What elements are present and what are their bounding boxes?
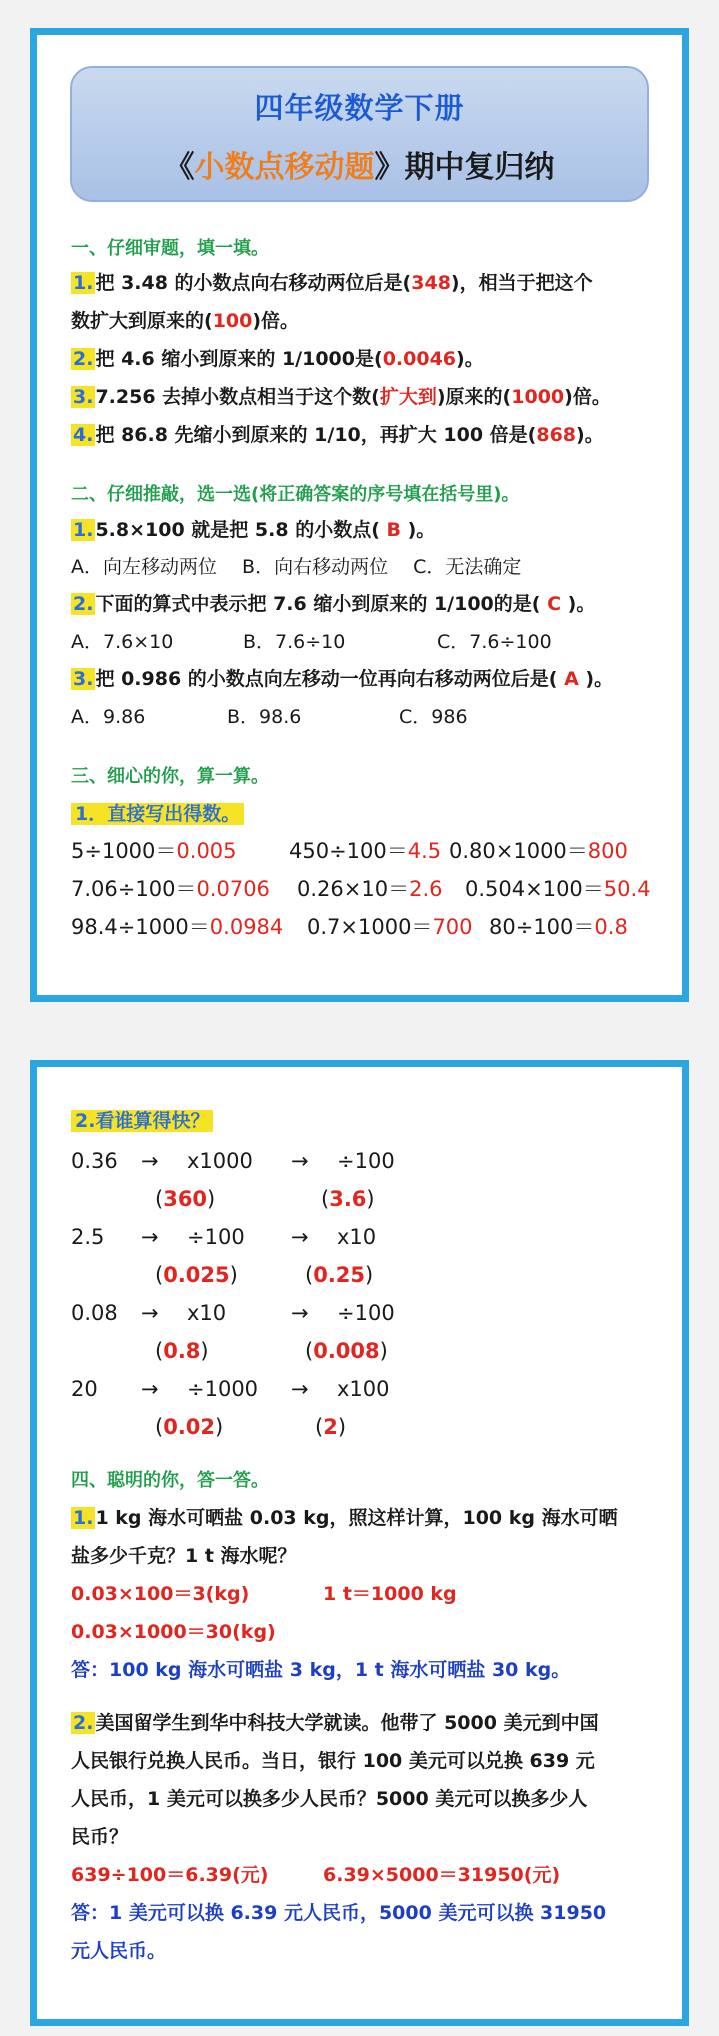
answer: 0.0046 bbox=[382, 348, 457, 370]
answer: A bbox=[557, 668, 586, 690]
s2-q1-options: A．向左移动两位 B．向右移动两位 C．无法确定 bbox=[71, 556, 522, 578]
chain-op: x1000 bbox=[187, 1149, 253, 1173]
s2-q2-option-b: B．7.6÷10 bbox=[243, 631, 346, 653]
arrow-icon: → bbox=[291, 1301, 309, 1325]
s4-q2-answer-line2: 元人民币。 bbox=[71, 1940, 167, 1962]
answer: 348 bbox=[411, 272, 451, 294]
chain-op: x10 bbox=[187, 1301, 227, 1325]
question-number: 3. bbox=[73, 386, 94, 408]
chain-op: ÷1000 bbox=[187, 1377, 259, 1401]
answer: C bbox=[540, 593, 568, 615]
s4-q2-line3: 人民币，1 美元可以换多少人民币？5000 美元可以换多少人 bbox=[71, 1788, 588, 1810]
chain-answer: (0.8) bbox=[155, 1339, 209, 1363]
chain-answer: (2) bbox=[315, 1415, 347, 1439]
card-bottom bbox=[30, 1060, 689, 2026]
s2-q3: 3. 把 0.986 的小数点向左移动一位再向右移动两位后是( A )。 bbox=[73, 668, 614, 690]
question-number: 1. bbox=[73, 272, 94, 294]
s3-sub2: 2.看谁算得快？ bbox=[71, 1107, 213, 1135]
calc-cell: 80÷100＝0.8 bbox=[489, 915, 628, 939]
question-number: 2. bbox=[73, 1712, 94, 1734]
chain-start: 2.5 bbox=[71, 1225, 105, 1249]
s2-q3-option-a: A．9.86 bbox=[71, 706, 146, 728]
question-number: 4. bbox=[73, 424, 94, 446]
s2-q3-option-b: B．98.6 bbox=[227, 706, 302, 728]
arrow-icon: → bbox=[141, 1377, 159, 1401]
calc-cell: 5÷1000＝0.005 bbox=[71, 839, 237, 863]
answer: 扩大到 bbox=[379, 386, 437, 408]
chain-op: x100 bbox=[337, 1377, 390, 1401]
chain-answer: (0.025) bbox=[155, 1263, 238, 1287]
calc-cell: 0.80×1000＝800 bbox=[449, 839, 628, 863]
s4-q2-line2: 人民银行兑换人民币。当日，银行 100 美元可以兑换 639 元 bbox=[71, 1750, 595, 1772]
answer: 100 bbox=[212, 310, 253, 332]
arrow-icon: → bbox=[291, 1377, 309, 1401]
chain-answer: (360) bbox=[155, 1187, 216, 1211]
answer: B bbox=[379, 519, 408, 541]
question-number: 2. bbox=[73, 593, 94, 615]
s4-q2-line1: 2. 美国留学生到华中科技大学就读。他带了 5000 美元到中国 bbox=[73, 1712, 599, 1734]
s4-q1-line2: 盐多少千克？1 t 海水呢？ bbox=[71, 1545, 297, 1567]
title-banner bbox=[70, 66, 649, 202]
section2-heading: 二、仔细推敲，选一选(将正确答案的序号填在括号里)。 bbox=[71, 484, 520, 505]
calc-cell: 0.504×100＝50.4 bbox=[465, 877, 651, 901]
topic-label: 小数点移动题 bbox=[194, 150, 375, 185]
arrow-icon: → bbox=[141, 1301, 159, 1325]
s1-q3: 3. 7.256 去掉小数点相当于这个数(扩大到)原来的(1000)倍。 bbox=[73, 386, 611, 408]
question-number: 3. bbox=[73, 668, 94, 690]
calc-cell: 450÷100＝4.5 bbox=[289, 839, 442, 863]
chain-start: 0.36 bbox=[71, 1149, 118, 1173]
s4-q2-answer-line1: 答：1 美元可以换 6.39 元人民币，5000 美元可以换 31950 bbox=[71, 1902, 607, 1924]
s4-q1-calc1: 0.03×100＝3(kg) bbox=[71, 1583, 250, 1605]
chain-op: ÷100 bbox=[337, 1301, 395, 1325]
s2-q2-option-a: A．7.6×10 bbox=[71, 631, 174, 653]
s1-q2: 2. 把 4.6 缩小到原来的 1/1000是(0.0046)。 bbox=[73, 348, 484, 370]
s4-q2-line4: 民币？ bbox=[71, 1826, 129, 1848]
question-number: 1. bbox=[73, 519, 94, 541]
chain-op: x10 bbox=[337, 1225, 377, 1249]
chain-start: 20 bbox=[71, 1377, 98, 1401]
answer: 1000 bbox=[511, 386, 565, 408]
arrow-icon: → bbox=[291, 1149, 309, 1173]
s4-q1-calc3: 0.03×1000＝30(kg) bbox=[71, 1621, 276, 1643]
question-number: 2. bbox=[73, 348, 94, 370]
calc-cell: 0.26×10＝2.6 bbox=[297, 877, 443, 901]
section3-heading: 三、细心的你，算一算。 bbox=[71, 766, 269, 787]
s4-q1-answer: 答：100 kg 海水可晒盐 3 kg，1 t 海水可晒盐 30 kg。 bbox=[71, 1659, 571, 1681]
arrow-icon: → bbox=[291, 1225, 309, 1249]
s2-q2-option-c: C．7.6÷100 bbox=[437, 631, 552, 653]
arrow-icon: → bbox=[141, 1225, 159, 1249]
s2-q3-option-c: C．986 bbox=[399, 706, 468, 728]
answer: 868 bbox=[536, 424, 577, 446]
chain-answer: (0.008) bbox=[305, 1339, 388, 1363]
chain-op: ÷100 bbox=[187, 1225, 245, 1249]
section4-heading: 四、聪明的你，答一答。 bbox=[71, 1470, 269, 1491]
s1-q1-line2: 数扩大到原来的(100)倍。 bbox=[71, 310, 300, 332]
s3-sub1: 1．直接写出得数。 bbox=[71, 800, 244, 828]
calc-cell: 98.4÷1000＝0.0984 bbox=[71, 915, 284, 939]
s2-q2: 2. 下面的算式中表示把 7.6 缩小到原来的 1/100的是( C )。 bbox=[73, 593, 596, 615]
page-title: 四年级数学下册 bbox=[254, 91, 465, 125]
s4-q2-calc1: 639÷100＝6.39(元) bbox=[71, 1864, 269, 1886]
section1-heading: 一、仔细审题，填一填。 bbox=[71, 238, 269, 259]
chain-op: ÷100 bbox=[337, 1149, 395, 1173]
s4-q2-calc2: 6.39×5000＝31950(元) bbox=[323, 1864, 561, 1886]
card-top bbox=[30, 28, 689, 1002]
calc-cell: 7.06÷100＝0.0706 bbox=[71, 877, 270, 901]
chain-answer: (0.02) bbox=[155, 1415, 224, 1439]
s1-q4: 4. 把 86.8 先缩小到原来的 1/10，再扩大 100 倍是(868)。 bbox=[73, 424, 604, 446]
s4-q1-line1: 1. 1 kg 海水可晒盐 0.03 kg，照这样计算，100 kg 海水可晒 bbox=[73, 1507, 618, 1529]
chain-answer: (3.6) bbox=[321, 1187, 375, 1211]
s2-q1: 1. 5.8×100 就是把 5.8 的小数点( B )。 bbox=[73, 519, 436, 541]
chain-answer: (0.25) bbox=[305, 1263, 374, 1287]
page-subtitle: 《小数点移动题》期中复归纳 bbox=[164, 150, 555, 185]
chain-start: 0.08 bbox=[71, 1301, 118, 1325]
question-number: 1. bbox=[73, 1507, 94, 1529]
calc-cell: 0.7×1000＝700 bbox=[307, 915, 473, 939]
s1-q1-line1: 1. 把 3.48 的小数点向右移动两位后是(348)，相当于把这个 bbox=[73, 272, 593, 294]
s4-q1-calc2: 1 t＝1000 kg bbox=[323, 1583, 457, 1605]
arrow-icon: → bbox=[141, 1149, 159, 1173]
